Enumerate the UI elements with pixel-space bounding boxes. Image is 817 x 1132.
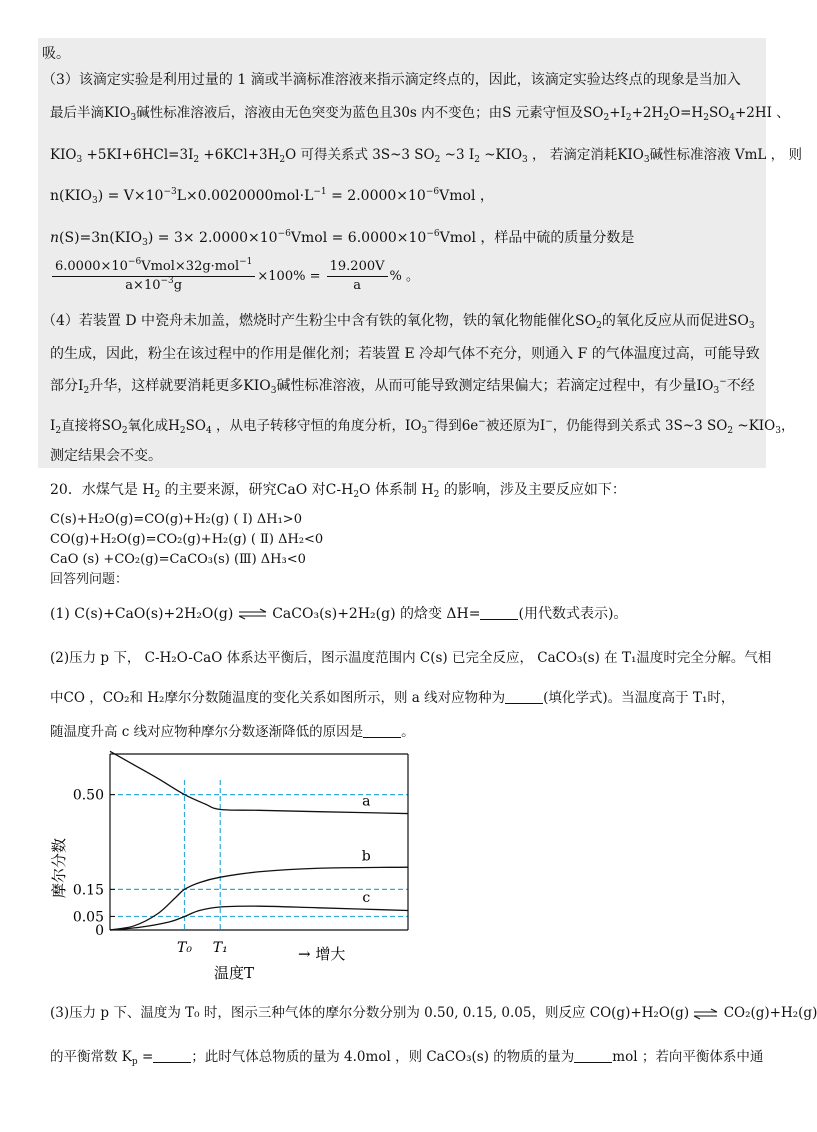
solution-line: $n(KIO_3) = V\times 10^{-3}L\times 0.0020000mol\cdot L^{-1}$ = $2.0000\times 10^{-6}Vmol$ ， xyxy=(50,187,494,206)
answer-blank[interactable] xyxy=(505,689,543,704)
solution-line: 最后半滴$KIO_3$碱性标准溶液后，溶液由无色突变为蓝色且30s 内不变色；由S 元素守恒及$SO_2+I_2+2H_2O=H_2SO_4+2HI$ 、 xyxy=(50,105,790,123)
y-tick-label: 0 xyxy=(95,923,104,939)
series-label-c: c xyxy=(362,890,371,907)
solution-line: （3）该滴定实验是利用过量的 1 滴或半滴标准溶液来指示滴定终点的，因此，该滴定实验达终点的现象是当加入 xyxy=(42,72,741,88)
x-axis-arrow-label: → 增大 xyxy=(298,945,346,963)
solution-line: 的生成，因此，粉尘在该过程中的作用是催化剂；若装置 E 冷却气体不充分，则通入 F 的气体温度过高，可能导致 xyxy=(50,346,760,362)
equilibrium-arrow-icon xyxy=(238,608,268,620)
part-2-line: (2)压力 p 下， C-H₂O-CaO 体系达平衡后，图示温度范围内 C(s) 已完全反应， CaCO₃(s) 在 T₁温度时完全分解。气相 xyxy=(50,650,772,666)
solution-line: $n(S)=3n(KIO_3) = 3\times$ $2.0000\times 10^{-6}Vmol$ = $6.0000\times 10^{-6}Vmol$ ，样品中硫的质量分数是 xyxy=(50,229,635,248)
answer-prompt: 回答列问题： xyxy=(50,572,129,587)
reaction-2: CO(g)+H₂O(g)=CO₂(g)+H₂(g) ( Ⅱ) ΔH₂<0 xyxy=(50,532,324,547)
part-2-line: 随温度升高 c 线对应物种摩尔分数逐渐降低的原因是 。 xyxy=(50,724,415,740)
x-axis-label: 温度T xyxy=(213,964,255,982)
solution-line: 测定结果会不变。 xyxy=(50,448,162,464)
answer-blank[interactable] xyxy=(153,1048,191,1063)
solution-line: $I_2$直接将$SO_2$氧化成$H_2SO_4$ ，从电子转移守恒的角度分析，$IO_3^-$得到6e−被还原为I−，仍能得到关系式 3S~3 $SO_2$ $\sim KIO_3$， xyxy=(50,417,795,436)
answer-blank[interactable] xyxy=(363,723,401,738)
part-3-line: 的平衡常数 $K_p$ = ；此时气体总物质的量为 4.0mol ，则 CaCO₃(s) 的物质的量为 mol ；若向平衡体系中通 xyxy=(50,1049,764,1067)
solution-line: （4）若装置 D 中瓷舟未加盖，燃烧时产生粉尘中含有铁的氧化物，铁的氧化物能催化$SO_2$的氧化反应从而促进$SO_3$ xyxy=(42,313,755,331)
tick-labels xyxy=(73,788,228,956)
equilibrium-arrow-icon xyxy=(693,1008,719,1020)
series-label-b: b xyxy=(361,848,371,865)
x-tick-label: T₀ xyxy=(177,940,192,956)
series-labels xyxy=(362,794,371,907)
mole-fraction-chart xyxy=(40,750,420,990)
answer-blank[interactable] xyxy=(574,1048,612,1063)
solution-line: $KIO_3 +5KI+6HCl=3I_2 +6KCl+3H_2O$ 可得关系式 3S~3 $SO_2$ ~3 $I_2$ $\sim KIO_3$ ， 若滴定消耗$KIO_3$碱性标准溶液 VmL ， 则 xyxy=(50,147,802,165)
part-1: (1) C(s)+CaO(s)+2H₂O(g) CaCO₃(s)+2H₂(g) 的焓变 ΔH= (用代数式表示)。 xyxy=(50,606,628,622)
part-3-line: (3)压力 p 下、温度为 T₀ 时，图示三种气体的摩尔分数分别为 0.50, 0.15, 0.05，则反应 CO(g)+H₂O(g) CO₂(g)+H₂(g) xyxy=(50,1005,817,1021)
mass-fraction-formula: $\frac{6.0000\times 10^{-6}Vmol\times 32g\cdot mol^{-1}}{a\times 10^{-3}g}$ ×100% = $\frac{19.200V}{a}$ % 。 xyxy=(50,258,419,295)
question-20-intro: 20．水煤气是 $H_2$ 的主要来源，研究CaO 对$C-H_2O$ 体系制 $H_2$ 的影响，涉及主要反应如下： xyxy=(50,482,626,500)
y-tick-label: 0.50 xyxy=(72,787,104,804)
reaction-3: CaO (s) +CO₂(g)=CaCO₃(s) (Ⅲ) ΔH₃<0 xyxy=(50,552,306,567)
x-tick-label: T₁ xyxy=(212,940,228,956)
y-tick-label: 0.05 xyxy=(72,909,104,926)
part-2-line: 中CO ，CO₂和 H₂摩尔分数随温度的变化关系如图所示，则 a 线对应物种为 (填化学式)。当温度高于 T₁时， xyxy=(50,690,735,706)
y-tick-label: 0.15 xyxy=(72,882,104,899)
answer-blank[interactable] xyxy=(480,605,518,620)
series-label-a: a xyxy=(362,793,371,810)
solution-line: 吸。 xyxy=(42,46,70,62)
reaction-1: C(s)+H₂O(g)=CO(g)+H₂(g) ( Ⅰ) ΔH₁>0 xyxy=(50,512,302,527)
series-line-c xyxy=(110,906,408,930)
solution-line: 部分$I_2$升华，这样就要消耗更多$KIO_3$碱性标准溶液，从而可能导致测定结果偏大；若滴定过程中，有少量$IO_3^-$不经 xyxy=(50,377,755,396)
y-axis-label: 摩尔分数 xyxy=(50,837,68,899)
